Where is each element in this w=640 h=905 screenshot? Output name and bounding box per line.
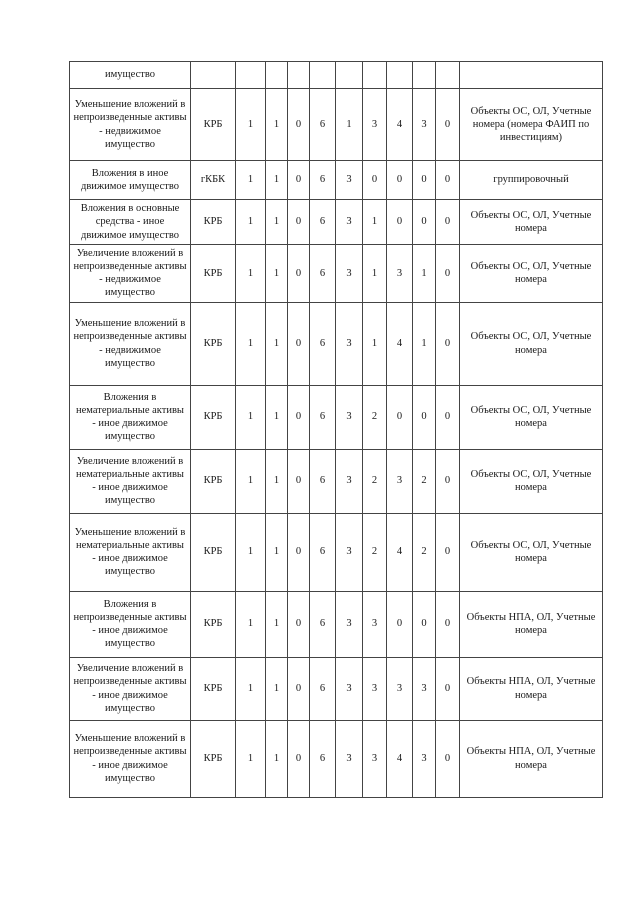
account-digit-cell: 0 <box>436 591 460 657</box>
account-digit-cell: 1 <box>236 302 266 385</box>
account-digit-cell: 0 <box>413 161 436 200</box>
account-digit-cell <box>336 62 363 89</box>
account-digit-cell: 3 <box>336 161 363 200</box>
account-digit-cell: 6 <box>310 245 336 303</box>
account-digit-cell: 0 <box>436 720 460 797</box>
account-digit-cell: 0 <box>436 449 460 513</box>
analytics-note-cell <box>460 62 603 89</box>
account-digit-cell: 3 <box>336 591 363 657</box>
account-name-cell: Вложения в непроизведенные активы - иное движимое имущество <box>70 591 191 657</box>
account-digit-cell: 0 <box>413 200 436 245</box>
account-digit-cell: 3 <box>336 449 363 513</box>
account-digit-cell: 0 <box>436 657 460 720</box>
account-digit-cell: 3 <box>336 200 363 245</box>
account-type-cell: КРБ <box>191 245 236 303</box>
account-type-cell <box>191 62 236 89</box>
account-name-cell: Уменьшение вложений в непроизведенные активы - недвижимое имущество <box>70 302 191 385</box>
account-type-cell: КРБ <box>191 302 236 385</box>
account-digit-cell: 0 <box>436 200 460 245</box>
account-digit-cell: 1 <box>336 89 363 161</box>
analytics-note-cell: Объекты ОС, ОЛ, Учетные номера <box>460 200 603 245</box>
account-digit-cell: 3 <box>387 657 413 720</box>
account-type-cell: КРБ <box>191 591 236 657</box>
account-digit-cell: 1 <box>363 200 387 245</box>
account-digit-cell: 6 <box>310 200 336 245</box>
account-digit-cell <box>266 62 288 89</box>
account-digit-cell: 0 <box>413 591 436 657</box>
account-digit-cell: 0 <box>288 302 310 385</box>
table-row <box>70 449 603 513</box>
account-digit-cell <box>236 62 266 89</box>
analytics-note-cell: Объекты ОС, ОЛ, Учетные номера <box>460 245 603 303</box>
account-digit-cell: 2 <box>363 449 387 513</box>
account-digit-cell: 0 <box>288 245 310 303</box>
account-type-cell: КРБ <box>191 200 236 245</box>
account-digit-cell: 0 <box>288 513 310 591</box>
account-digit-cell: 2 <box>363 385 387 449</box>
account-digit-cell: 1 <box>236 720 266 797</box>
account-digit-cell: 0 <box>288 591 310 657</box>
account-type-cell: КРБ <box>191 449 236 513</box>
account-digit-cell: 3 <box>387 449 413 513</box>
table-row <box>70 161 603 200</box>
account-digit-cell: 4 <box>387 513 413 591</box>
account-digit-cell: 3 <box>363 89 387 161</box>
account-name-cell: Уменьшение вложений в непроизведенные активы - иное движимое имущество <box>70 720 191 797</box>
account-digit-cell: 4 <box>387 89 413 161</box>
account-digit-cell: 2 <box>363 513 387 591</box>
table-row <box>70 89 603 161</box>
analytics-note-cell: Объекты НПА, ОЛ, Учетные номера <box>460 720 603 797</box>
account-digit-cell: 0 <box>387 591 413 657</box>
table-row <box>70 245 603 303</box>
account-digit-cell: 1 <box>266 591 288 657</box>
account-digit-cell: 0 <box>436 385 460 449</box>
account-digit-cell: 1 <box>236 657 266 720</box>
account-digit-cell: 1 <box>266 449 288 513</box>
table-row <box>70 720 603 797</box>
account-type-cell: КРБ <box>191 513 236 591</box>
account-digit-cell: 0 <box>436 161 460 200</box>
account-digit-cell: 0 <box>387 200 413 245</box>
account-digit-cell: 0 <box>363 161 387 200</box>
table-row <box>70 591 603 657</box>
account-digit-cell: 2 <box>413 449 436 513</box>
account-digit-cell: 1 <box>236 89 266 161</box>
account-digit-cell: 4 <box>387 302 413 385</box>
account-digit-cell: 2 <box>413 513 436 591</box>
account-type-cell: КРБ <box>191 89 236 161</box>
account-digit-cell: 3 <box>336 720 363 797</box>
account-digit-cell: 0 <box>413 385 436 449</box>
account-digit-cell: 1 <box>266 89 288 161</box>
analytics-note-cell: Объекты ОС, ОЛ, Учетные номера <box>460 385 603 449</box>
account-digit-cell: 1 <box>266 245 288 303</box>
account-name-cell: Вложения в основные средства - иное движимое имущество <box>70 200 191 245</box>
account-digit-cell: 0 <box>288 720 310 797</box>
account-digit-cell: 0 <box>387 161 413 200</box>
account-digit-cell: 1 <box>266 720 288 797</box>
analytics-note-cell: группировочный <box>460 161 603 200</box>
account-digit-cell: 1 <box>266 161 288 200</box>
account-digit-cell: 1 <box>266 657 288 720</box>
account-name-cell: Увеличение вложений в непроизведенные активы - недвижимое имущество <box>70 245 191 303</box>
account-digit-cell: 3 <box>363 657 387 720</box>
account-digit-cell: 1 <box>236 513 266 591</box>
account-digit-cell <box>310 62 336 89</box>
account-type-cell: гКБК <box>191 161 236 200</box>
account-digit-cell: 6 <box>310 161 336 200</box>
account-digit-cell: 3 <box>336 385 363 449</box>
account-digit-cell: 0 <box>288 385 310 449</box>
account-digit-cell: 6 <box>310 657 336 720</box>
account-digit-cell: 3 <box>363 720 387 797</box>
account-digit-cell: 0 <box>436 89 460 161</box>
analytics-note-cell: Объекты НПА, ОЛ, Учетные номера <box>460 657 603 720</box>
account-name-cell: Увеличение вложений в непроизведенные активы - иное движимое имущество <box>70 657 191 720</box>
account-digit-cell: 1 <box>266 302 288 385</box>
account-digit-cell: 0 <box>436 245 460 303</box>
account-digit-cell: 0 <box>387 385 413 449</box>
account-digit-cell <box>436 62 460 89</box>
account-digit-cell: 1 <box>236 449 266 513</box>
analytics-note-cell: Объекты ОС, ОЛ, Учетные номера <box>460 513 603 591</box>
account-digit-cell: 1 <box>413 245 436 303</box>
account-digit-cell: 0 <box>288 161 310 200</box>
accounts-table <box>69 61 603 798</box>
account-digit-cell: 1 <box>266 513 288 591</box>
account-digit-cell: 6 <box>310 449 336 513</box>
account-name-cell: Уменьшение вложений в непроизведенные активы - недвижимое имущество <box>70 89 191 161</box>
account-digit-cell: 1 <box>236 245 266 303</box>
account-digit-cell: 3 <box>387 245 413 303</box>
account-digit-cell <box>413 62 436 89</box>
account-digit-cell: 4 <box>387 720 413 797</box>
account-digit-cell: 0 <box>436 302 460 385</box>
account-digit-cell: 1 <box>363 302 387 385</box>
account-digit-cell: 6 <box>310 591 336 657</box>
table-row <box>70 302 603 385</box>
table-row <box>70 657 603 720</box>
account-digit-cell: 1 <box>363 245 387 303</box>
analytics-note-cell: Объекты НПА, ОЛ, Учетные номера <box>460 591 603 657</box>
account-digit-cell: 1 <box>236 385 266 449</box>
account-digit-cell: 6 <box>310 302 336 385</box>
account-type-cell: КРБ <box>191 657 236 720</box>
analytics-note-cell: Объекты ОС, ОЛ, Учетные номера <box>460 449 603 513</box>
analytics-note-cell: Объекты ОС, ОЛ, Учетные номера <box>460 302 603 385</box>
account-digit-cell: 0 <box>436 513 460 591</box>
account-digit-cell: 3 <box>336 657 363 720</box>
account-name-cell: Увеличение вложений в нематериальные активы - иное движимое имущество <box>70 449 191 513</box>
account-digit-cell: 3 <box>413 89 436 161</box>
account-digit-cell <box>288 62 310 89</box>
account-digit-cell <box>363 62 387 89</box>
account-name-cell: имущество <box>70 62 191 89</box>
table-row <box>70 62 603 89</box>
account-digit-cell: 3 <box>363 591 387 657</box>
account-digit-cell: 6 <box>310 385 336 449</box>
table-row <box>70 385 603 449</box>
account-digit-cell: 1 <box>236 161 266 200</box>
account-digit-cell: 3 <box>336 245 363 303</box>
account-name-cell: Уменьшение вложений в нематериальные активы - иное движимое имущество <box>70 513 191 591</box>
account-digit-cell: 6 <box>310 720 336 797</box>
account-type-cell: КРБ <box>191 720 236 797</box>
table-row <box>70 200 603 245</box>
account-name-cell: Вложения в нематериальные активы - иное движимое имущество <box>70 385 191 449</box>
analytics-note-cell: Объекты ОС, ОЛ, Учетные номера (номера ФАИП по инвестициям) <box>460 89 603 161</box>
account-digit-cell: 3 <box>413 720 436 797</box>
account-digit-cell: 1 <box>236 200 266 245</box>
account-type-cell: КРБ <box>191 385 236 449</box>
account-digit-cell: 1 <box>266 385 288 449</box>
account-digit-cell: 0 <box>288 449 310 513</box>
account-digit-cell: 6 <box>310 89 336 161</box>
account-name-cell: Вложения в иное движимое имущество <box>70 161 191 200</box>
table-row <box>70 513 603 591</box>
account-digit-cell: 1 <box>266 200 288 245</box>
account-digit-cell: 3 <box>336 302 363 385</box>
account-digit-cell: 3 <box>413 657 436 720</box>
account-digit-cell: 0 <box>288 89 310 161</box>
account-digit-cell: 0 <box>288 200 310 245</box>
account-digit-cell: 0 <box>288 657 310 720</box>
account-digit-cell <box>387 62 413 89</box>
account-digit-cell: 1 <box>236 591 266 657</box>
account-digit-cell: 1 <box>413 302 436 385</box>
account-digit-cell: 3 <box>336 513 363 591</box>
account-digit-cell: 6 <box>310 513 336 591</box>
